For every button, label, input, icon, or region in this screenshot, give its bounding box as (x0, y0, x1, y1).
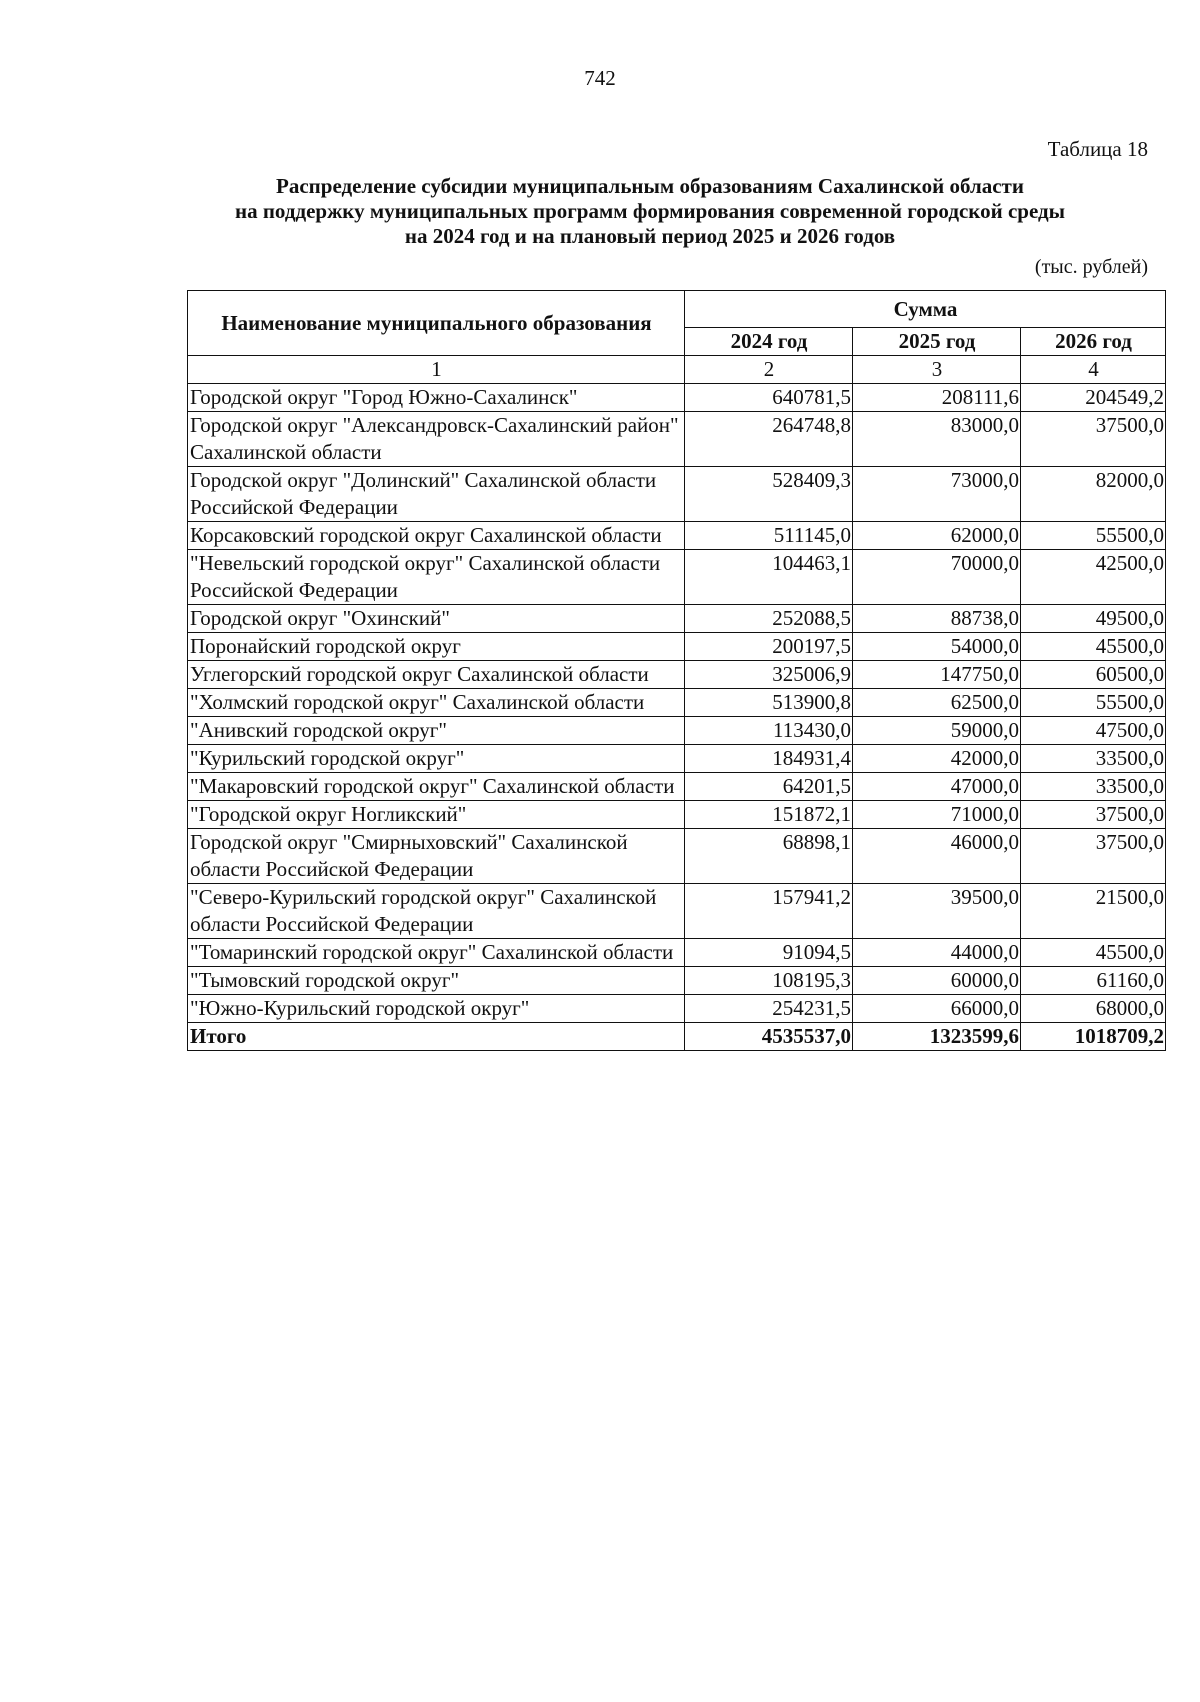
total-row (188, 1023, 1166, 1051)
value-2025: 62500,0 (853, 689, 1021, 717)
column-index-row (188, 356, 1166, 384)
table-row (188, 384, 1166, 412)
table-row (188, 745, 1166, 773)
municipality-name: Корсаковский городской округ Сахалинской области (188, 522, 685, 550)
value-2026: 37500,0 (1021, 829, 1166, 884)
units-note: (тыс. рублей) (1034, 256, 1148, 278)
table-body (188, 384, 1166, 1051)
column-index: 1 (188, 356, 685, 384)
value-2025: 39500,0 (853, 884, 1021, 939)
table-row (188, 522, 1166, 550)
value-2024: 113430,0 (685, 717, 853, 745)
table-row (188, 689, 1166, 717)
table-row (188, 412, 1166, 467)
value-2026: 60500,0 (1021, 661, 1166, 689)
value-2026: 47500,0 (1021, 717, 1166, 745)
value-2026: 49500,0 (1021, 605, 1166, 633)
value-2024: 68898,1 (685, 829, 853, 884)
value-2025: 83000,0 (853, 412, 1021, 467)
table-row (188, 939, 1166, 967)
value-2025: 73000,0 (853, 467, 1021, 522)
column-index: 3 (853, 356, 1021, 384)
value-2025: 66000,0 (853, 995, 1021, 1023)
total-label: Итого (188, 1023, 685, 1051)
table-row (188, 995, 1166, 1023)
header-sum: Сумма (685, 291, 1166, 328)
table-row (188, 884, 1166, 939)
municipality-name: "Городской округ Ногликский" (188, 801, 685, 829)
value-2026: 37500,0 (1021, 412, 1166, 467)
table-row (188, 633, 1166, 661)
table-row (188, 801, 1166, 829)
municipality-name: "Холмский городской округ" Сахалинской области (188, 689, 685, 717)
value-2024: 200197,5 (685, 633, 853, 661)
value-2025: 44000,0 (853, 939, 1021, 967)
municipality-name: Городской округ "Город Южно-Сахалинск" (188, 384, 685, 412)
value-2026: 45500,0 (1021, 633, 1166, 661)
value-2024: 254231,5 (685, 995, 853, 1023)
value-2024: 325006,9 (685, 661, 853, 689)
value-2025: 88738,0 (853, 605, 1021, 633)
value-2024: 157941,2 (685, 884, 853, 939)
value-2024: 151872,1 (685, 801, 853, 829)
table-row (188, 661, 1166, 689)
value-2025: 54000,0 (853, 633, 1021, 661)
value-2026: 33500,0 (1021, 745, 1166, 773)
table-row (188, 467, 1166, 522)
value-2026: 82000,0 (1021, 467, 1166, 522)
value-2024: 184931,4 (685, 745, 853, 773)
value-2024: 528409,3 (685, 467, 853, 522)
value-2024: 104463,1 (685, 550, 853, 605)
value-2025: 42000,0 (853, 745, 1021, 773)
value-2024: 252088,5 (685, 605, 853, 633)
value-2026: 55500,0 (1021, 689, 1166, 717)
value-2025: 47000,0 (853, 773, 1021, 801)
municipality-name: Углегорский городской округ Сахалинской области (188, 661, 685, 689)
municipality-name: "Томаринский городской округ" Сахалинской области (188, 939, 685, 967)
table-row (188, 829, 1166, 884)
total-2026: 1018709,2 (1021, 1023, 1166, 1051)
municipality-name: "Макаровский городской округ" Сахалинской области (188, 773, 685, 801)
table-label: Таблица 18 (1047, 137, 1148, 161)
value-2024: 64201,5 (685, 773, 853, 801)
value-2026: 45500,0 (1021, 939, 1166, 967)
municipality-name: "Южно-Курильский городской округ" (188, 995, 685, 1023)
column-index: 4 (1021, 356, 1166, 384)
table-row (188, 967, 1166, 995)
municipality-name: "Невельский городской округ" Сахалинской области Российской Федерации (188, 550, 685, 605)
municipality-name: "Тымовский городской округ" (188, 967, 685, 995)
value-2026: 204549,2 (1021, 384, 1166, 412)
value-2025: 62000,0 (853, 522, 1021, 550)
header-year-2026: 2026 год (1021, 328, 1166, 356)
table-row (188, 773, 1166, 801)
table-row (188, 605, 1166, 633)
total-2024: 4535537,0 (685, 1023, 853, 1051)
header-year-2024: 2024 год (685, 328, 853, 356)
column-index: 2 (685, 356, 853, 384)
municipality-name: Городской округ "Долинский" Сахалинской области Российской Федерации (188, 467, 685, 522)
value-2025: 71000,0 (853, 801, 1021, 829)
subsidy-table (187, 290, 1166, 1051)
municipality-name: Поронайский городской округ (188, 633, 685, 661)
total-2025: 1323599,6 (853, 1023, 1021, 1051)
municipality-name: "Курильский городской округ" (188, 745, 685, 773)
value-2025: 70000,0 (853, 550, 1021, 605)
value-2026: 21500,0 (1021, 884, 1166, 939)
value-2026: 42500,0 (1021, 550, 1166, 605)
value-2025: 59000,0 (853, 717, 1021, 745)
header-name: Наименование муниципального образования (188, 291, 685, 356)
value-2024: 513900,8 (685, 689, 853, 717)
value-2024: 108195,3 (685, 967, 853, 995)
municipality-name: Городской округ "Александровск-Сахалинский район" Сахалинской области (188, 412, 685, 467)
municipality-name: "Северо-Курильский городской округ" Сахалинской области Российской Федерации (188, 884, 685, 939)
title-line: на поддержку муниципальных программ формирования современной городской среды (234, 199, 1066, 223)
value-2025: 46000,0 (853, 829, 1021, 884)
value-2026: 61160,0 (1021, 967, 1166, 995)
title-line: на 2024 год и на плановый период 2025 и 2026 годов (404, 224, 896, 248)
value-2026: 33500,0 (1021, 773, 1166, 801)
municipality-name: "Анивский городской округ" (188, 717, 685, 745)
value-2026: 55500,0 (1021, 522, 1166, 550)
value-2024: 511145,0 (685, 522, 853, 550)
value-2024: 91094,5 (685, 939, 853, 967)
title-line: Распределение субсидии муниципальным образованиям Сахалинской области (276, 174, 1024, 198)
value-2024: 640781,5 (685, 384, 853, 412)
value-2025: 208111,6 (853, 384, 1021, 412)
header-year-2025: 2025 год (853, 328, 1021, 356)
document-title (150, 174, 1150, 249)
value-2024: 264748,8 (685, 412, 853, 467)
table-row (188, 717, 1166, 745)
value-2025: 60000,0 (853, 967, 1021, 995)
value-2026: 37500,0 (1021, 801, 1166, 829)
value-2026: 68000,0 (1021, 995, 1166, 1023)
page-number: 742 (584, 66, 616, 90)
municipality-name: Городской округ "Охинский" (188, 605, 685, 633)
value-2025: 147750,0 (853, 661, 1021, 689)
table-row (188, 550, 1166, 605)
municipality-name: Городской округ "Смирныховский" Сахалинской области Российской Федерации (188, 829, 685, 884)
